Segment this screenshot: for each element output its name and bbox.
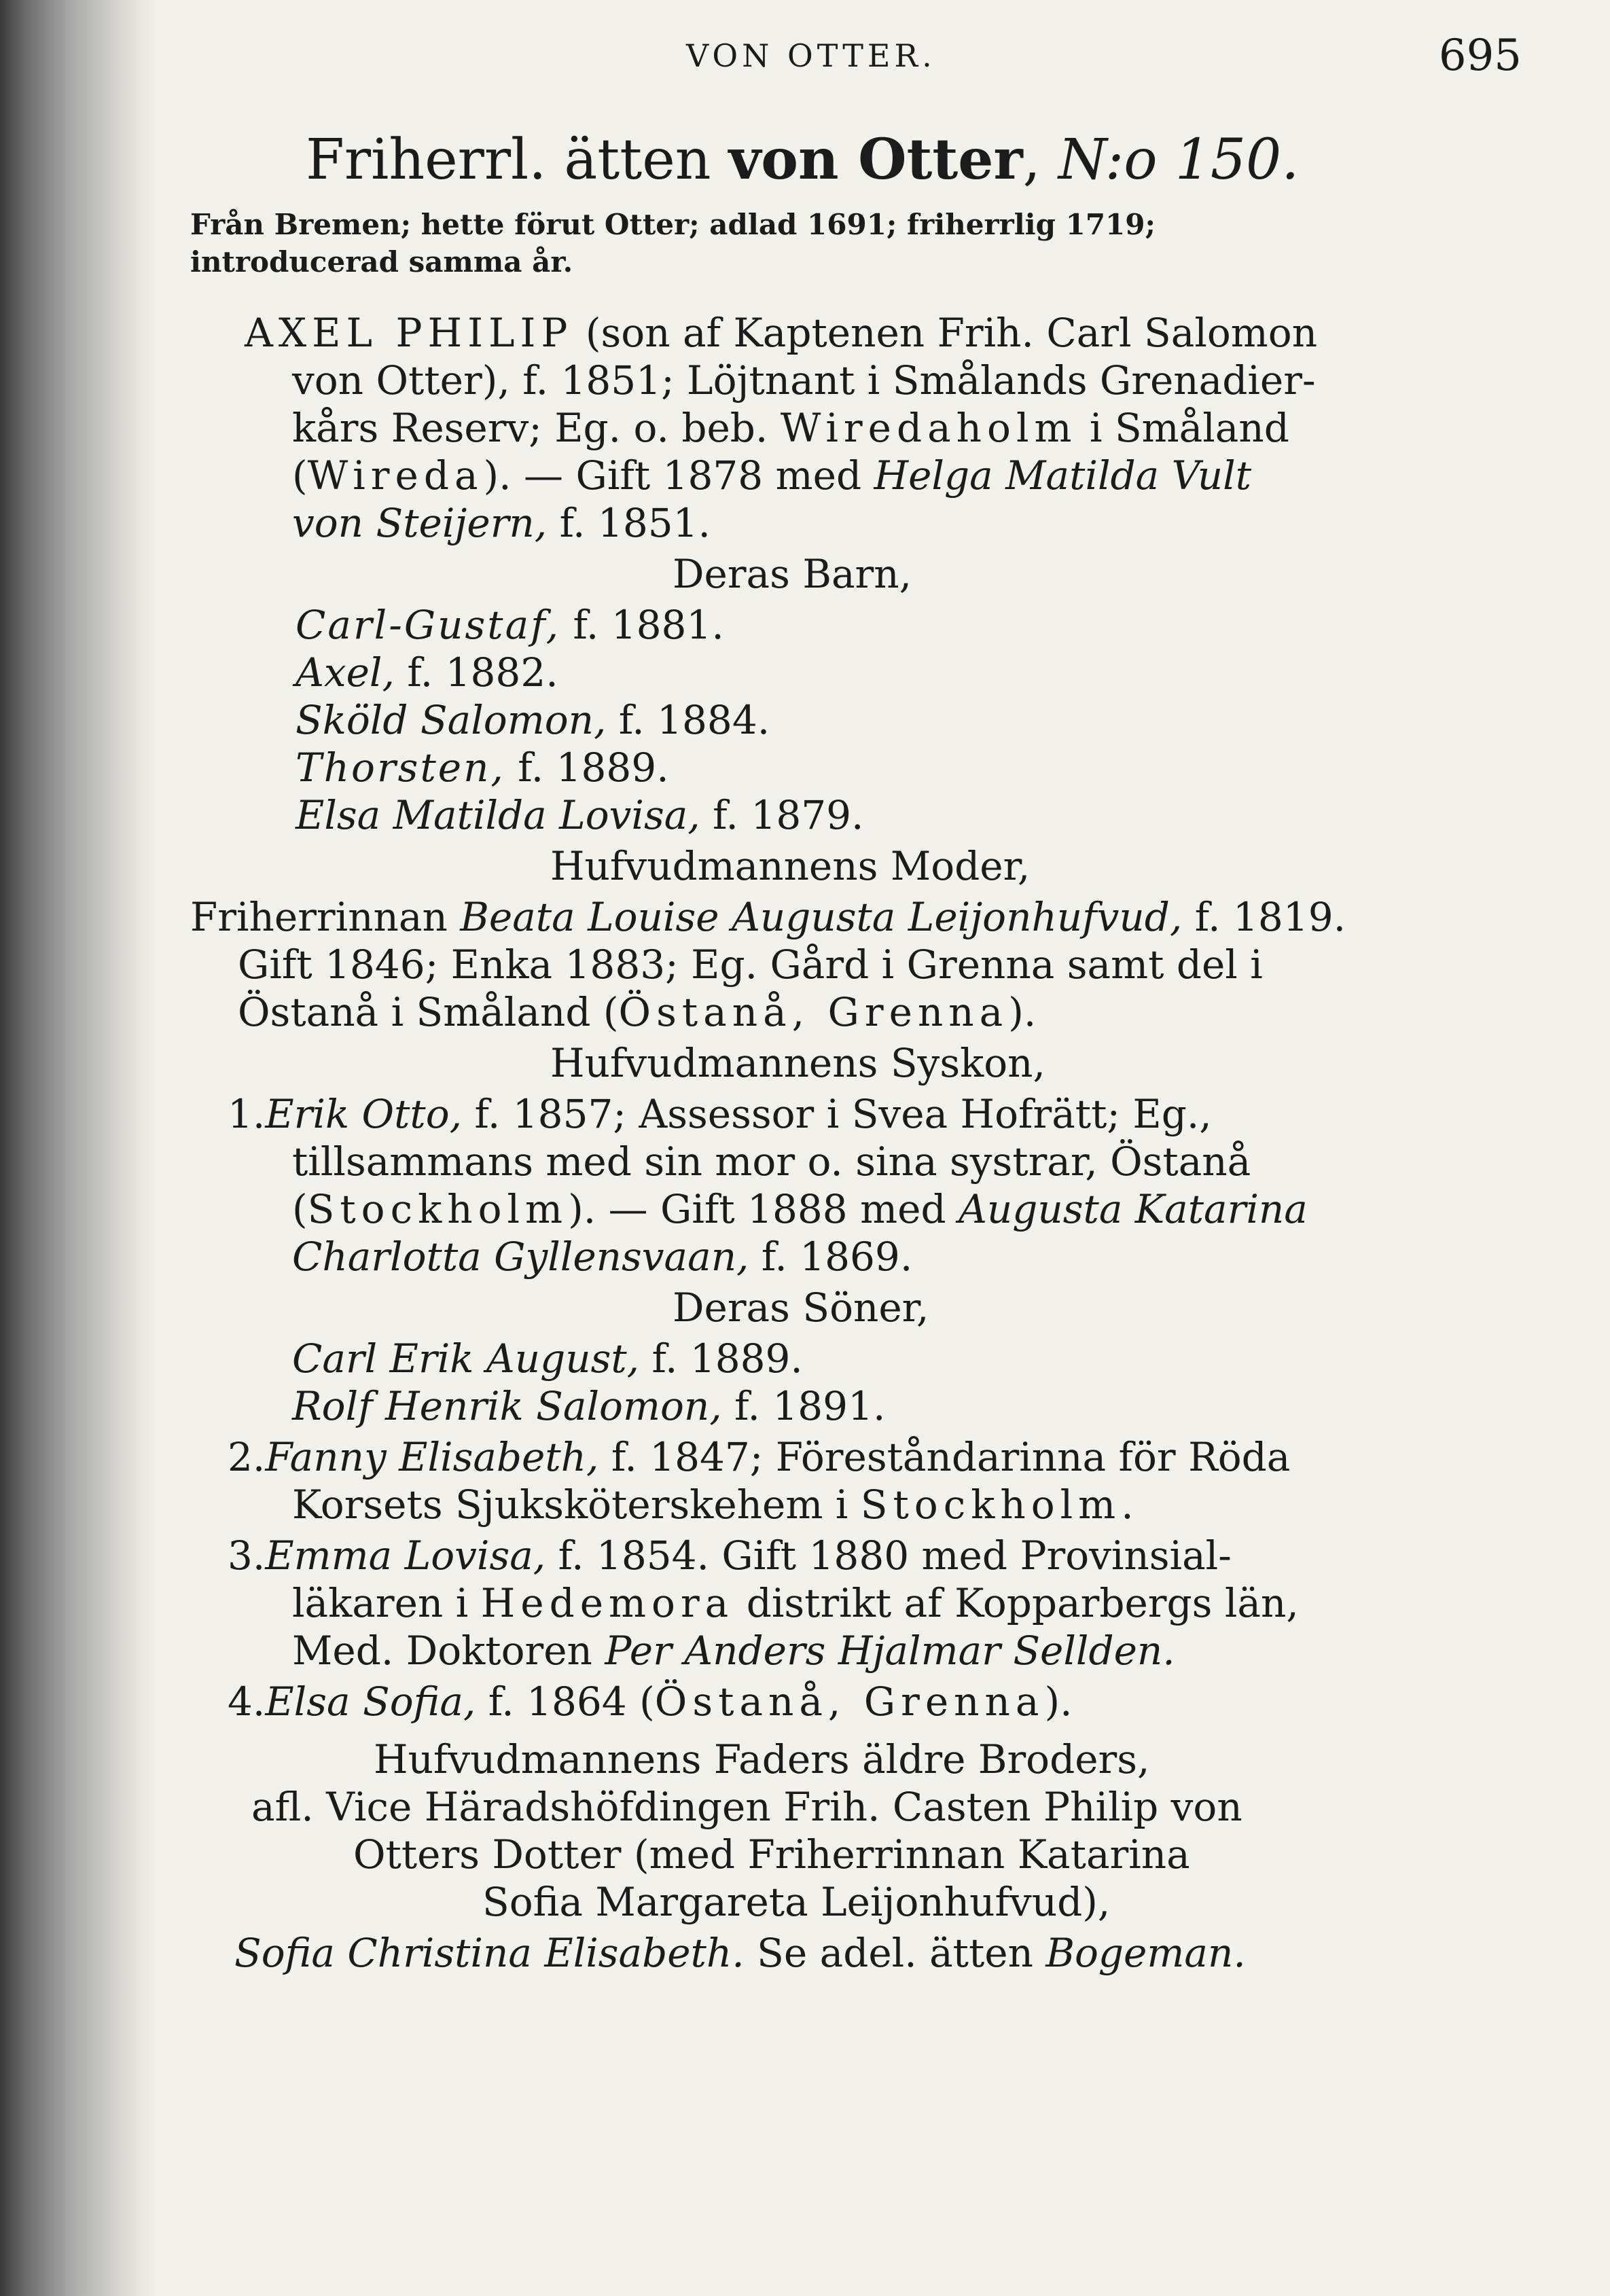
mother-line-2: Gift 1846; Enka 1883; Eg. Gård i Grenna samt del i xyxy=(238,941,1263,988)
uncle-line-2: Otters Dotter (med Friherrinnan Katarina xyxy=(353,1831,1190,1878)
siblings-heading: Hufvudmannens Syskon, xyxy=(550,1040,1045,1086)
child-item: Sköld Salomon, f. 1884. xyxy=(296,697,770,743)
mother-line-1: Friherrinnan Beata Louise Augusta Leijonhufvud, f. 1819. xyxy=(190,894,1346,940)
child-item: Elsa Matilda Lovisa, f. 1879. xyxy=(296,792,864,838)
head-person-line-5: von Steijern, f. 1851. xyxy=(292,500,711,546)
uncle-line-1: afl. Vice Häradshöfdingen Frih. Casten Philip von xyxy=(251,1784,1242,1830)
children-heading: Deras Barn, xyxy=(673,551,912,597)
sibling-1-line-2: tillsammans med sin mor o. sina systrar, Östanå xyxy=(292,1138,1251,1185)
running-head: VON OTTER. xyxy=(686,37,936,74)
head-person-line-1: AXEL PHILIP (son af Kaptenen Frih. Carl Salomon xyxy=(245,310,1318,356)
son-item: Carl Erik August, f. 1889. xyxy=(292,1335,803,1382)
sibling-1-line-3: (Stockholm). — Gift 1888 med Augusta Katarina xyxy=(292,1186,1308,1232)
sibling-3-line-2: läkaren i Hedemora distrikt af Kopparbergs län, xyxy=(292,1580,1299,1626)
page xyxy=(170,0,1522,2296)
subtitle-line-1: Från Bremen; hette förut Otter; adlad 1691; friherrlig 1719; xyxy=(190,208,1156,241)
child-item: Thorsten, f. 1889. xyxy=(296,745,669,791)
subtitle-line-2: introducerad samma år. xyxy=(190,245,573,279)
sibling-3-line-1: 3.Emma Lovisa, f. 1854. Gift 1880 med Provinsial- xyxy=(228,1532,1232,1579)
sibling-1-line-1: 1.Erik Otto, f. 1857; Assessor i Svea Hofrätt; Eg., xyxy=(228,1091,1212,1137)
page-number: 695 xyxy=(1438,31,1522,81)
child-item: Axel, f. 1882. xyxy=(296,649,558,696)
page-title: Friherrl. ätten von Otter, N:o 150. xyxy=(306,127,1300,192)
binding-margin xyxy=(0,0,156,2296)
mother-line-3: Östanå i Småland (Östanå, Grenna). xyxy=(238,989,1037,1035)
uncle-line-3: Sofia Margareta Leijonhufvud), xyxy=(482,1879,1111,1925)
sibling-3-line-3: Med. Doktoren Per Anders Hjalmar Sellden. xyxy=(292,1628,1175,1674)
sons-heading: Deras Söner, xyxy=(673,1285,929,1331)
sibling-4-line-1: 4.Elsa Sofia, f. 1864 (Östanå, Grenna). xyxy=(228,1679,1073,1725)
head-person-line-2: von Otter), f. 1851; Löjtnant i Smålands Grenadier- xyxy=(292,357,1316,403)
sibling-2-line-1: 2.Fanny Elisabeth, f. 1847; Föreståndarinna för Röda xyxy=(228,1434,1291,1480)
sibling-2-line-2: Korsets Sjuksköterskehem i Stockholm. xyxy=(292,1482,1134,1528)
head-person-line-3: kårs Reserv; Eg. o. beb. Wiredaholm i Småland xyxy=(292,405,1289,451)
child-item: Carl-Gustaf, f. 1881. xyxy=(296,602,724,648)
sibling-1-line-4: Charlotta Gyllensvaan, f. 1869. xyxy=(292,1234,913,1280)
uncle-line-4: Sofia Christina Elisabeth. Se adel. ätten Bogeman. xyxy=(234,1930,1246,1976)
son-item: Rolf Henrik Salomon, f. 1891. xyxy=(292,1383,886,1429)
uncle-heading: Hufvudmannens Faders äldre Broders, xyxy=(374,1736,1150,1782)
mother-heading: Hufvudmannens Moder, xyxy=(550,843,1031,889)
head-person-line-4: (Wireda). — Gift 1878 med Helga Matilda Vult xyxy=(292,452,1252,499)
